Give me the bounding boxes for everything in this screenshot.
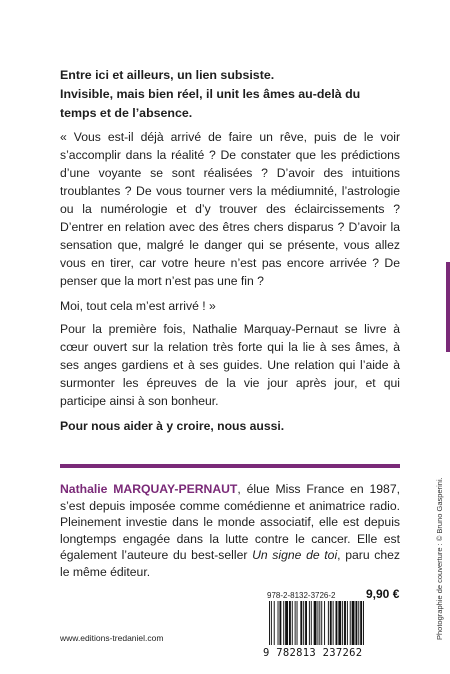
quote-block (60, 128, 400, 322)
author-bio (60, 481, 400, 580)
quote-paragraph: « Vous est-il déjà arrivé de faire un rêve, puis de le voir s’accomplir dans la réalité ? De constater que les prédictions d’une voyante se sont réalisées ? D’avoir des intuitions troublantes ? De vous tourner vers la médiumnité, l’astrologie ou la numérologie et d’y trouver des éclaircissements ? D’entrer en relation avec des êtres chers disparus ? D’avoir la sensation que, malgré le danger qui se présente, vous allez vous en tirer, car votre heure n’est pas encore arrivée ? De penser que la mort n’est pas une fin ? (60, 130, 400, 288)
price: 9,90 € (366, 587, 400, 601)
bio-text: , élue Miss France en 1987, s’est depuis imposée comme comédienne et animatrice radio. Pleinement investie dans le monde associatif, elle est depuis longtemps engagée dans la lutte contre le cancer. Elle est également l’auteure du best-seller (60, 482, 400, 562)
barcode-icon (267, 601, 404, 645)
summary-paragraph: Pour la première fois, Nathalie Marquay-Pernaut se livre à cœur ouvert sur la relation très forte qui la lie à ses âmes, à ses anges gardiens et à ses guides. Une relation qui l’aide à surmonter les épreuves de la vie jour après jour, et qui participe ainsi à son bonheur. (60, 322, 400, 408)
intro-block (60, 66, 400, 123)
intro-line: Entre ici et ailleurs, un lien subsiste. (60, 68, 275, 82)
quote-closing: Moi, tout cela m’est arrivé ! » (60, 299, 216, 313)
barcode-digits: 9 782813 237262 (263, 647, 363, 659)
accent-divider (60, 464, 400, 468)
isbn: 978-2-8132-3726-2 (267, 591, 336, 600)
summary-block (60, 320, 400, 442)
spine-accent-mark (446, 262, 450, 352)
tagline: Pour nous aider à y croire, nous aussi. (60, 419, 285, 433)
bio-text-end: , paru chez le même éditeur. (60, 548, 401, 579)
author-name: Nathalie MARQUAY-PERNAUT (60, 482, 238, 496)
book-title: Un signe de toi (252, 548, 338, 562)
photo-credit: Photographie de couverture : © Bruno Gasperini. (435, 477, 444, 640)
intro-line: Invisible, mais bien réel, il unit les âmes au-delà du temps et de l’absence. (60, 87, 361, 120)
publisher-website: www.editions-tredaniel.com (60, 633, 164, 643)
